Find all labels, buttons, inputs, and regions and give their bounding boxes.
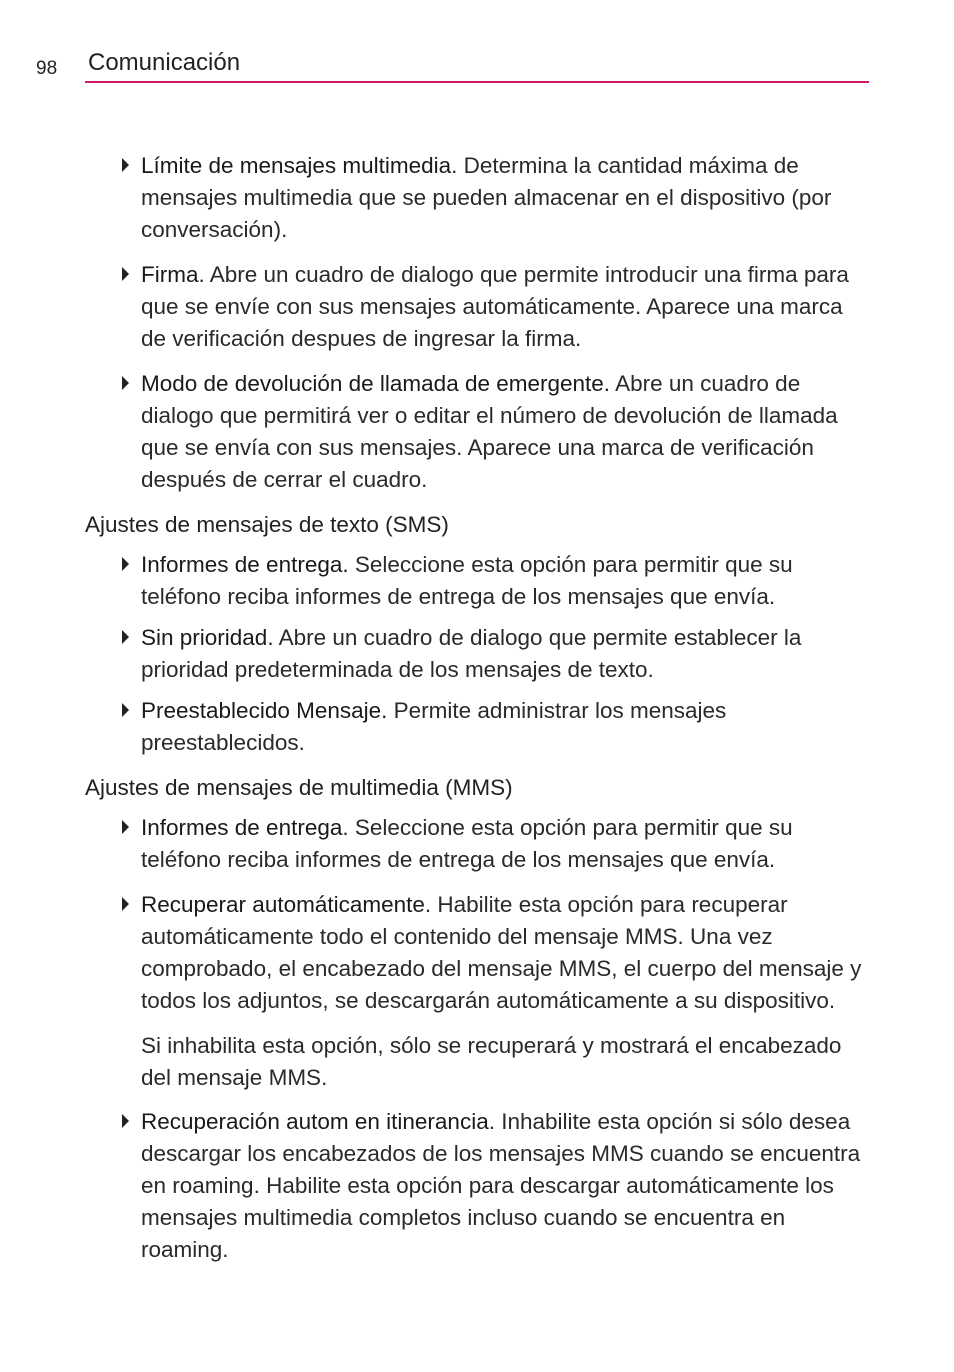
item-term: Informes de entrega	[141, 815, 343, 840]
bullet-arrow-icon	[122, 1114, 129, 1128]
item-term: Modo de devolución de llamada de emergente.	[141, 371, 611, 396]
item-term: Límite de mensajes multimedia	[141, 153, 452, 178]
bullet-arrow-icon	[122, 557, 129, 571]
item-text: . Habilite esta opción para recuperar automáticamente todo el contenido del mensaje MMS. Una vez comprobado, el encabezado del mensaje MMS, el cuerpo del mensaje y todos los adjuntos, se descargarán automáticamente a su dispositivo.	[141, 892, 862, 1013]
list-item-mms-roaming-retrieve	[0, 1106, 954, 1266]
page-number: 98	[36, 58, 58, 79]
bullet-arrow-icon	[122, 376, 129, 390]
item-text: . Determina la cantidad máxima de mensajes multimedia que se pueden almacenar en el dispositivo (por conversación).	[141, 153, 832, 242]
list-item-multimedia-limit	[0, 150, 954, 246]
list-item-signature	[0, 259, 954, 355]
bullet-arrow-icon	[122, 897, 129, 911]
item-text: Seleccione esta opción para permitir que su teléfono reciba informes de entrega de los mensajes que envía.	[141, 552, 793, 609]
item-term: Recuperar automáticamente	[141, 892, 425, 917]
item-text: Permite administrar los mensajes preestablecidos.	[141, 698, 727, 755]
page-header	[0, 0, 954, 90]
item-term: Informes de entrega.	[141, 552, 349, 577]
item-term: Preestablecido Mensaje.	[141, 698, 388, 723]
sms-settings-heading: Ajustes de mensajes de texto (SMS)	[85, 512, 449, 537]
item-text: Abre un cuadro de dialogo que permitirá ver o editar el número de devolución de llamada que se envía con sus mensajes. Aparece una marca de verificación después de cerrar el cuadro.	[141, 371, 838, 492]
page-content	[0, 150, 954, 1279]
bullet-arrow-icon	[122, 158, 129, 172]
mms-settings-heading: Ajustes de mensajes de multimedia (MMS)	[85, 775, 513, 800]
item-term: Recuperación autom en itinerancia	[141, 1109, 489, 1134]
item-text: Abre un cuadro de dialogo que permite establecer la prioridad predeterminada de los mensajes de texto.	[141, 625, 802, 682]
bullet-arrow-icon	[122, 267, 129, 281]
item-text: . Seleccione esta opción para permitir que su teléfono reciba informes de entrega de los mensajes que envía.	[141, 815, 793, 872]
mms-auto-retrieve-note: Si inhabilita esta opción, sólo se recuperará y mostrará el encabezado del mensaje MMS.	[141, 1033, 842, 1090]
section-title: Comunicación	[88, 49, 241, 76]
item-text: . Abre un cuadro de dialogo que permite introducir una firma para que se envíe con sus mensajes automáticamente. Aparece una marca de verificación despues de ingresar la firma.	[141, 262, 849, 351]
list-item-sms-priority	[0, 622, 954, 686]
item-term: Sin prioridad.	[141, 625, 274, 650]
list-item-sms-preset-message	[0, 695, 954, 759]
item-term: Firma	[141, 262, 199, 287]
item-text: . Inhabilite esta opción si sólo desea descargar los encabezados de los mensajes MMS cuando se encuentra en roaming. Habilite esta opción para descargar automáticamente los mensajes multimedia completos incluso cuando se encuentra en roaming.	[141, 1109, 861, 1262]
list-item-sms-delivery-reports	[0, 549, 954, 613]
list-item-mms-auto-retrieve	[0, 889, 954, 1017]
list-item-callback-mode	[0, 368, 954, 496]
header-divider	[85, 81, 869, 83]
list-item-mms-delivery-reports	[0, 812, 954, 876]
bullet-arrow-icon	[122, 630, 129, 644]
bullet-arrow-icon	[122, 703, 129, 717]
bullet-arrow-icon	[122, 820, 129, 834]
